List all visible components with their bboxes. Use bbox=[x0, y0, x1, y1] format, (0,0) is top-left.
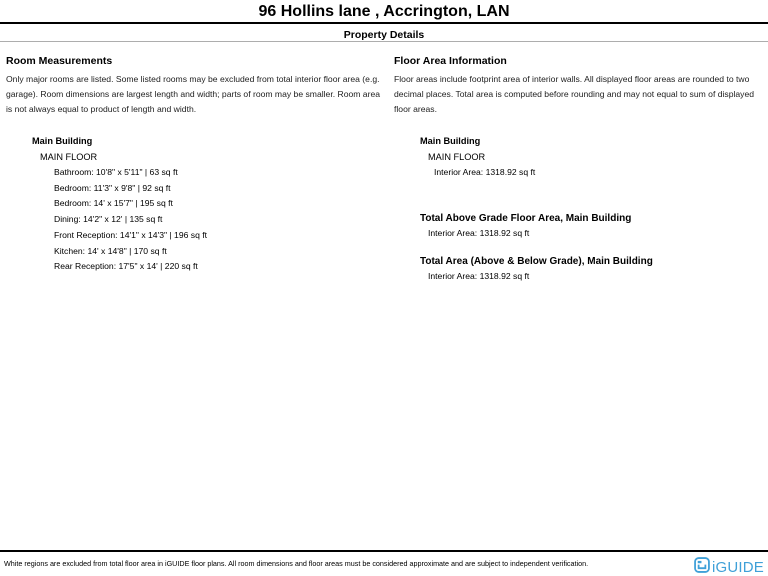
room-line: Kitchen: 14' x 14'8" | 170 sq ft bbox=[54, 245, 167, 256]
page-title: 96 Hollins lane , Accrington, LAN bbox=[258, 3, 510, 20]
subtitle-divider bbox=[0, 41, 768, 42]
room-measurements-description: Only major rooms are listed. Some listed rooms may be excluded from total interior floor area (e.g. garage). Room dimensions are largest length and width; parts of room may be smaller. Room area is not always equal to product of length and width. bbox=[6, 74, 381, 114]
iguide-logo bbox=[694, 557, 764, 576]
spacer bbox=[394, 241, 764, 255]
room-line: Bedroom: 11'3" x 9'8" | 92 sq ft bbox=[54, 182, 171, 193]
footer-disclaimer: White regions are excluded from total floor area in iGUIDE floor plans. All room dimensions and floor areas must be considered approximate and are subject to independent verification. bbox=[4, 559, 589, 568]
total-above-grade-title: Total Above Grade Floor Area, Main Building bbox=[420, 212, 632, 224]
title-divider bbox=[0, 22, 768, 24]
room-line: Bedroom: 14' x 15'7" | 195 sq ft bbox=[54, 198, 173, 209]
footer-bar bbox=[0, 550, 768, 576]
room-measurements-heading: Room Measurements bbox=[6, 55, 113, 67]
floor-name: MAIN FLOOR bbox=[428, 151, 486, 162]
room-line: Bathroom: 10'8" x 5'11" | 63 sq ft bbox=[54, 167, 178, 177]
total-area-title: Total Area (Above & Below Grade), Main Building bbox=[420, 256, 653, 268]
building-name: Main Building bbox=[420, 136, 481, 146]
room-line: Rear Reception: 17'5" x 14' | 220 sq ft bbox=[54, 261, 198, 272]
interior-area-value: Interior Area: 1318.92 sq ft bbox=[428, 227, 530, 238]
building-name: Main Building bbox=[32, 136, 93, 146]
floor-area-heading: Floor Area Information bbox=[394, 55, 507, 67]
content-columns bbox=[6, 55, 764, 285]
iguide-logo-text: iGUIDE bbox=[711, 559, 764, 576]
floor-area-description: Floor areas include footprint area of interior walls. All displayed floor areas are rounded to two decimal places. Total area is computed before rounding and may not equal to sum of displayed floor areas. bbox=[394, 74, 755, 114]
room-line: Front Reception: 14'1" x 14'3" | 196 sq ft bbox=[54, 229, 208, 240]
interior-area-value: Interior Area: 1318.92 sq ft bbox=[428, 271, 530, 282]
room-line: Dining: 14'2" x 12' | 135 sq ft bbox=[54, 214, 163, 225]
spacer bbox=[394, 181, 764, 212]
floor-name: MAIN FLOOR bbox=[40, 151, 98, 162]
room-measurements-section bbox=[6, 55, 384, 285]
total-above-grade-block bbox=[420, 212, 764, 242]
floor-area-main-building-block bbox=[420, 134, 764, 181]
room-measurements-building-block bbox=[32, 134, 384, 275]
subtitle-property-details: Property Details bbox=[343, 29, 425, 41]
iguide-camera-icon bbox=[694, 557, 710, 576]
interior-area-value: Interior Area: 1318.92 sq ft bbox=[434, 167, 536, 177]
floor-area-section bbox=[394, 55, 764, 285]
total-area-block bbox=[420, 255, 764, 285]
